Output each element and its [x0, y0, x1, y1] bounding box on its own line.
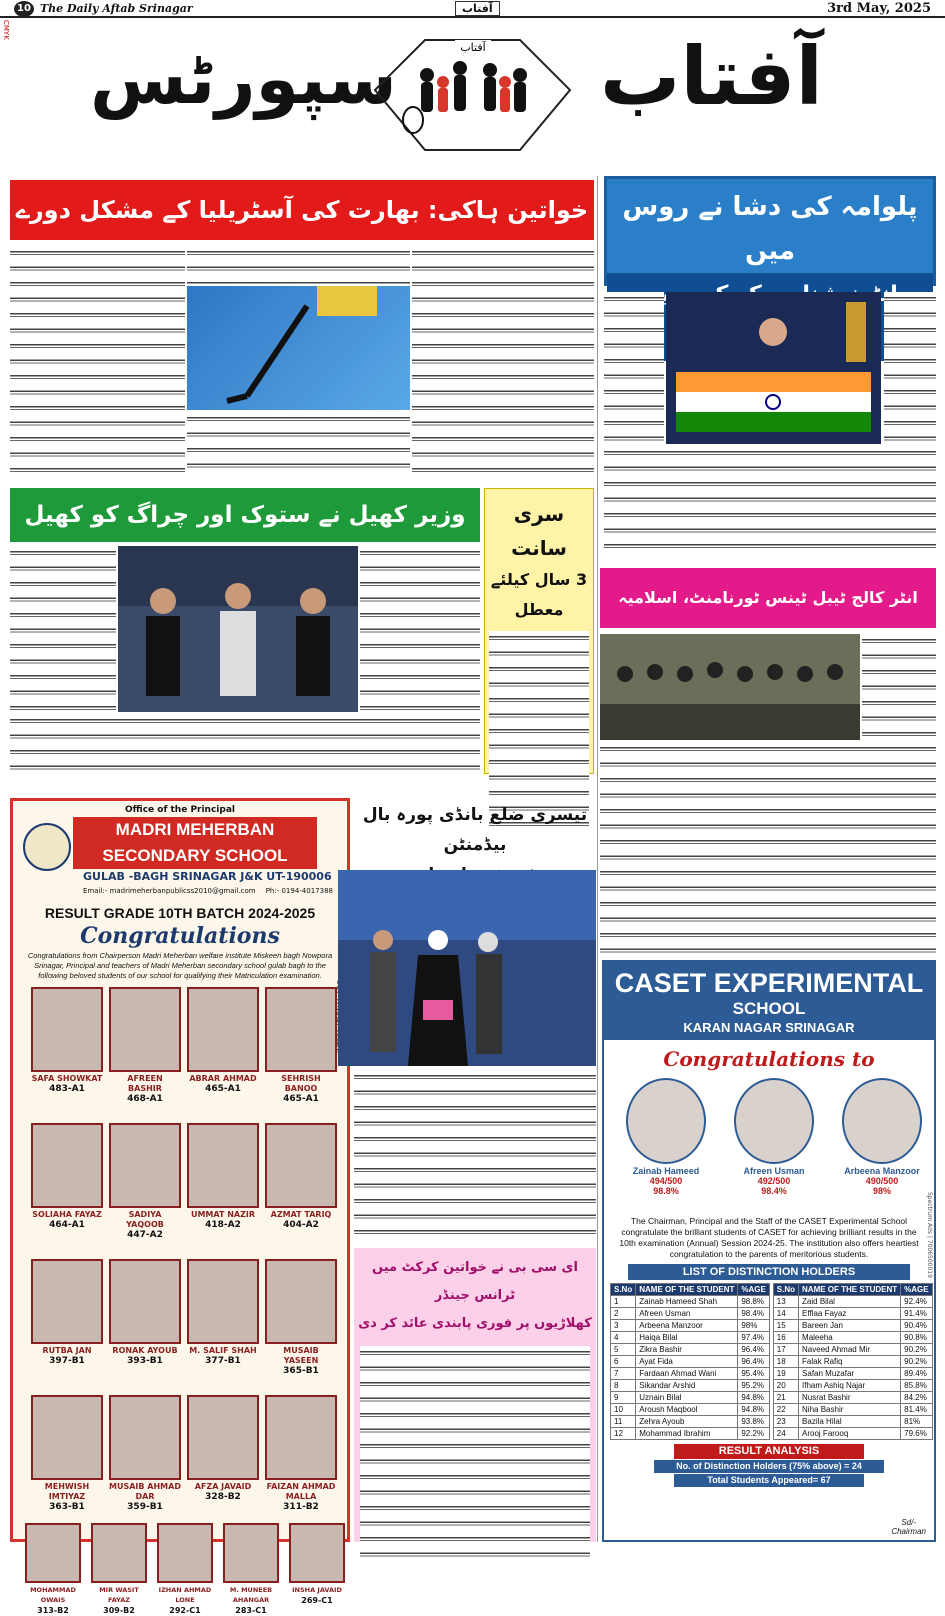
distinction-pct: 90.2% [901, 1344, 932, 1356]
table-tennis-photo [600, 634, 860, 740]
distinction-pct: 84.2% [901, 1392, 932, 1404]
distinction-row [773, 1368, 932, 1380]
caset-message: The Chairman, Principal and the Staff of the CASET Experimental School congratulate the brilliant students of CASET for achieving brilliant results in the 10th examination (Annual) Session 2024-25. The institution also offers heartiest congratulation to the parents of meritorious students. [619, 1216, 919, 1259]
topper-name: Afreen Usman [743, 1166, 805, 1176]
distinction-sno: 17 [773, 1344, 798, 1356]
student-photo [187, 1259, 259, 1344]
student-name: UMMAT NAZIR [190, 1210, 256, 1219]
distinction-pct: 96.4% [738, 1344, 769, 1356]
student-card [31, 1259, 103, 1367]
col-pct: %AGE [901, 1284, 932, 1296]
student-card [109, 1123, 181, 1241]
col-name: NAME OF THE STUDENT [636, 1284, 738, 1296]
caset-subtitle: SCHOOL [604, 1000, 934, 1018]
distinction-name: Maleeha [799, 1332, 901, 1344]
student-name: M. SALIF SHAH [189, 1346, 257, 1355]
topper-marks: 494/500 [649, 1176, 683, 1186]
student-grade: 418-A2 [205, 1220, 241, 1230]
distinction-row [611, 1320, 770, 1332]
distinction-row [611, 1308, 770, 1320]
student-card [31, 1395, 103, 1513]
student-grade: 464-A1 [49, 1220, 85, 1230]
student-grade: 309-B2 [103, 1606, 135, 1615]
student-photo [187, 1123, 259, 1208]
distinction-sno: 9 [611, 1392, 636, 1404]
student-grade: 283-C1 [235, 1606, 267, 1615]
shooting-headline-1: پلوامہ کی دشا نے روس میں [622, 192, 918, 266]
student-name: RONAK AYOUB [112, 1346, 178, 1355]
madri-email: Email:- madrimeherbanpublicss2010@gmail.com [83, 887, 256, 895]
distinction-row [611, 1392, 770, 1404]
distinction-name: Bareen Jan [799, 1320, 901, 1332]
madri-result-title: RESULT GRADE 10TH BATCH 2024-2025 [44, 905, 316, 921]
result-analysis-title: RESULT ANALYSIS [674, 1444, 864, 1459]
distinction-sno: 21 [773, 1392, 798, 1404]
distinction-name: Ayat Fida [636, 1356, 738, 1368]
student-card [187, 1395, 259, 1503]
topper-pct: 98% [872, 1186, 891, 1196]
student-card [187, 1123, 259, 1231]
student-photo [31, 987, 103, 1072]
distinction-row [773, 1404, 932, 1416]
distinction-row [773, 1320, 932, 1332]
distinction-row [773, 1416, 932, 1428]
distinction-pct: 92.4% [901, 1296, 932, 1308]
distinction-sno: 15 [773, 1320, 798, 1332]
student-name: MUSAIB YASEEN [283, 1346, 319, 1365]
madri-logo [23, 823, 71, 871]
distinction-sno: 22 [773, 1404, 798, 1416]
distinction-sno: 6 [611, 1356, 636, 1368]
topper-pct: 98.8% [653, 1186, 679, 1196]
distinction-pct: 95.4% [738, 1368, 769, 1380]
distinction-row [611, 1332, 770, 1344]
student-photo [157, 1523, 213, 1583]
distinction-pct: 91.4% [901, 1308, 932, 1320]
khel-ratna-column-1 [10, 546, 116, 712]
table-tennis-body [600, 742, 936, 954]
student-grade: 311-B2 [283, 1502, 319, 1512]
distinction-sno: 4 [611, 1332, 636, 1344]
distinction-name: Mohammad Ibrahim [636, 1428, 738, 1440]
distinction-pct: 95.2% [738, 1380, 769, 1392]
distinction-name: Zehra Ayoub [636, 1416, 738, 1428]
student-name: IZHAN AHMAD LONE [158, 1586, 212, 1604]
distinction-pct: 89.4% [901, 1368, 932, 1380]
madri-phone: Ph:- 0194-4017388 [265, 887, 333, 895]
distinction-name: Safan Muzafar [799, 1368, 901, 1380]
page-number: 10 [14, 1, 34, 17]
distinction-name: Efflaa Fayaz [799, 1308, 901, 1320]
student-photo [31, 1123, 103, 1208]
student-photo [109, 987, 181, 1072]
student-photo [25, 1523, 81, 1583]
paper-name: The Daily Aftab Srinagar [40, 2, 193, 15]
distinction-sno: 1 [611, 1296, 636, 1308]
distinction-sno: 2 [611, 1308, 636, 1320]
student-grade: 393-B1 [127, 1356, 163, 1366]
distinction-row [611, 1428, 770, 1440]
distinction-name: Niha Bashir [799, 1404, 901, 1416]
logo-word: آفتاب [460, 41, 486, 54]
distinction-row [611, 1368, 770, 1380]
student-photo [187, 1395, 259, 1480]
student-grade: 377-B1 [205, 1356, 241, 1366]
col-sno: S.No [773, 1284, 798, 1296]
distinction-name: Bazila Hilal [799, 1416, 901, 1428]
distinction-sno: 5 [611, 1344, 636, 1356]
distinction-pct: 93.8% [738, 1416, 769, 1428]
student-photo [31, 1395, 103, 1480]
student-name: RUTBA JAN [42, 1346, 92, 1355]
distinction-name: Afreen Usman [636, 1308, 738, 1320]
student-name: M. MUNEEB AHANGAR [229, 1586, 273, 1604]
distinction-row [773, 1356, 932, 1368]
distinction-sno: 12 [611, 1428, 636, 1440]
student-grade: 363-B1 [49, 1502, 85, 1512]
student-grade: 447-A2 [127, 1230, 163, 1240]
distinction-sno: 14 [773, 1308, 798, 1320]
distinction-sno: 11 [611, 1416, 636, 1428]
distinction-sno: 19 [773, 1368, 798, 1380]
distinction-pct: 98.4% [738, 1308, 769, 1320]
student-grade: 483-A1 [49, 1084, 85, 1094]
topper-photo [734, 1078, 814, 1164]
col-pct: %AGE [738, 1284, 769, 1296]
distinction-name: Zaid Bilal [799, 1296, 901, 1308]
distinction-table-right [773, 1283, 933, 1440]
distinction-sno: 23 [773, 1416, 798, 1428]
caset-title: CASET EXPERIMENTAL [604, 962, 934, 1000]
student-card [265, 987, 337, 1105]
distinction-name: Aroush Maqbool [636, 1404, 738, 1416]
ecb-article-box [354, 1248, 596, 1542]
student-card [187, 1259, 259, 1367]
student-grade: 404-A2 [283, 1220, 319, 1230]
student-grade: 313-B2 [37, 1606, 69, 1615]
distinction-row [611, 1404, 770, 1416]
result-total-line: Total Students Appeared= 67 [674, 1474, 864, 1487]
shooting-body [604, 446, 936, 556]
khel-ratna-headline: وزیر کھیل نے ستوک اور چراگ کو کھیل [10, 488, 480, 542]
issue-date: 3rd May, 2025 [827, 1, 931, 16]
distinction-name: Zikra Bashir [636, 1344, 738, 1356]
result-distinction-line: No. of Distinction Holders (75% above) = 24 [654, 1460, 884, 1473]
distinction-pct: 96.4% [738, 1356, 769, 1368]
student-grade: 292-C1 [169, 1606, 201, 1615]
masthead-sports: سپورٹس [90, 38, 397, 120]
caset-list-title: LIST OF DISTINCTION HOLDERS [628, 1264, 910, 1280]
shooting-headline-box [604, 176, 936, 286]
madri-address: GULAB -BAGH SRINAGAR J&K UT-190006 [83, 870, 332, 883]
table-tennis-column-1 [862, 634, 936, 740]
student-card [221, 1523, 281, 1616]
distinction-pct: 94.8% [738, 1392, 769, 1404]
topper-photo [626, 1078, 706, 1164]
distinction-name: Haiqa Bilal [636, 1332, 738, 1344]
distinction-sno: 3 [611, 1320, 636, 1332]
student-card [109, 987, 181, 1105]
madri-message: Congratulations from Chairperson Madri Meherban welfare institute Miskeen bagh Nowpora Srinagar, Principal and teachers of Madri Meherban secondary school gulab bagh to the following beloved students of our school for qualifying their Matriculation examination. [27, 951, 333, 980]
student-photo [31, 1259, 103, 1344]
distinction-row [611, 1296, 770, 1308]
ecb-headline-2: کھلاڑیوں پر فوری پابندی عائد کر دی [358, 1316, 592, 1331]
topper-photo [842, 1078, 922, 1164]
distinction-name: Falak Rafiq [799, 1356, 901, 1368]
student-card [89, 1523, 149, 1616]
student-card [109, 1395, 181, 1513]
student-name: AFZA JAVAID [194, 1482, 252, 1491]
student-photo [109, 1259, 181, 1344]
distinction-sno: 24 [773, 1428, 798, 1440]
distinction-sno: 16 [773, 1332, 798, 1344]
distinction-name: Zainab Hameed Shah [636, 1296, 738, 1308]
distinction-pct: 98% [738, 1320, 769, 1332]
col-name: NAME OF THE STUDENT [799, 1284, 901, 1296]
sri-sant-headline-1: سری سانت [511, 502, 567, 560]
student-name: AFREEN BASHIR [127, 1074, 163, 1093]
distinction-pct: 90.8% [901, 1332, 932, 1344]
distinction-name: Naveed Ahmad Mir [799, 1344, 901, 1356]
student-grade: 465-A1 [205, 1084, 241, 1094]
student-name: SOLIAHA FAYAZ [32, 1210, 102, 1219]
student-name: SAFA SHOWKAT [31, 1074, 103, 1083]
hockey-column-3 [10, 246, 185, 476]
student-card [155, 1523, 215, 1616]
distinction-name: Fardaan Ahmad Wani [636, 1368, 738, 1380]
caset-congrats: Congratulations to [663, 1047, 875, 1071]
distinction-pct: 94.8% [738, 1404, 769, 1416]
madri-congrats: Congratulations [80, 923, 280, 949]
student-name: MIR WASIT FAYAZ [99, 1586, 139, 1604]
student-name: INSHA JAVAID [292, 1586, 342, 1594]
cmyk-mark: CMYK [2, 20, 10, 40]
student-name: MUSAIB AHMAD DAR [109, 1482, 181, 1501]
student-photo [91, 1523, 147, 1583]
distinction-name: Arbeena Manzoor [636, 1320, 738, 1332]
student-photo [187, 987, 259, 1072]
distinction-pct: 81% [901, 1416, 932, 1428]
student-photo [109, 1123, 181, 1208]
student-grade: 397-B1 [49, 1356, 85, 1366]
distinction-name: Arooj Farooq [799, 1428, 901, 1440]
student-card [287, 1523, 347, 1606]
student-name: SEHRISH BANOO [281, 1074, 321, 1093]
madri-school-name: MADRI MEHERBAN SECONDARY SCHOOL [73, 817, 317, 869]
student-photo [289, 1523, 345, 1583]
madri-office: Office of the Principal [125, 805, 235, 815]
student-grade: 269-C1 [301, 1596, 333, 1605]
column-divider [597, 176, 598, 1542]
khel-ratna-photo [118, 546, 358, 712]
signature-chairman: Chairman [891, 1527, 926, 1536]
student-name: SADIYA YAQOOB [126, 1210, 164, 1229]
student-card [31, 987, 103, 1095]
distinction-sno: 8 [611, 1380, 636, 1392]
hockey-column-2-bottom [187, 412, 410, 476]
topper-pct: 98.4% [761, 1186, 787, 1196]
student-photo [265, 1123, 337, 1208]
distinction-pct: 79.6% [901, 1428, 932, 1440]
caset-toppers [604, 1074, 934, 1210]
student-card [265, 1395, 337, 1513]
distinction-row [773, 1308, 932, 1320]
signature-sd: Sd/- [901, 1518, 916, 1527]
distinction-pct: 81.4% [901, 1404, 932, 1416]
distinction-name: Sikandar Arshid [636, 1380, 738, 1392]
khel-ratna-body [10, 714, 480, 774]
shooting-photo [666, 292, 881, 444]
distinction-row [611, 1416, 770, 1428]
distinction-row [611, 1356, 770, 1368]
student-name: ABRAR AHMAD [189, 1074, 257, 1083]
distinction-row [773, 1428, 932, 1440]
topper-name: Zainab Hameed [632, 1166, 700, 1176]
distinction-row [773, 1392, 932, 1404]
ecb-body [360, 1346, 590, 1566]
badminton-headline [354, 800, 596, 866]
student-card [265, 1259, 337, 1377]
distinction-pct: 90.2% [901, 1356, 932, 1368]
distinction-pct: 97.4% [738, 1332, 769, 1344]
distinction-pct: 98.8% [738, 1296, 769, 1308]
distinction-pct: 92.2% [738, 1428, 769, 1440]
student-photo [109, 1395, 181, 1480]
student-grade: 359-B1 [127, 1502, 163, 1512]
shooting-column-2 [604, 292, 664, 444]
distinction-sno: 18 [773, 1356, 798, 1368]
caset-location: KARAN NAGAR SRINAGAR [604, 1018, 934, 1040]
caset-side-label: Spectrum Ads | 7006500019 [926, 1192, 933, 1278]
khel-ratna-column-2 [360, 546, 480, 712]
distinction-row [611, 1380, 770, 1392]
student-grade: 328-B2 [205, 1492, 241, 1502]
distinction-row [773, 1380, 932, 1392]
hockey-column-1 [412, 246, 594, 476]
badminton-headline-1: تیسری ضلع بانڈی پورہ بال بیڈمنٹن [362, 805, 588, 855]
student-card [31, 1123, 103, 1231]
sri-sant-headline-2: 3 سال کیلئے معطل [490, 570, 588, 619]
student-photo [265, 987, 337, 1072]
shooting-column-1 [884, 292, 936, 444]
student-name: FAIZAN AHMAD MALLA [266, 1482, 336, 1501]
distinction-name: Ifham Ashiq Najar [799, 1380, 901, 1392]
distinction-row [773, 1344, 932, 1356]
distinction-row [611, 1344, 770, 1356]
madri-student-grid [13, 983, 347, 1615]
caset-topper [734, 1078, 814, 1196]
hockey-headline: خواتین ہاکی: بھارت کی آسٹریلیا کے مشکل دورے [10, 180, 594, 240]
distinction-sno: 13 [773, 1296, 798, 1308]
distinction-name: Nusrat Bashir [799, 1392, 901, 1404]
student-name: MEHWISH IMTIYAZ [44, 1482, 90, 1501]
caset-ad [602, 960, 936, 1542]
student-card [187, 987, 259, 1095]
hockey-photo [187, 286, 410, 410]
distinction-row [773, 1332, 932, 1344]
hockey-column-2-top [187, 246, 410, 284]
student-card [265, 1123, 337, 1231]
badminton-photo [338, 870, 596, 1066]
caset-topper [842, 1078, 922, 1196]
strip-logo: آفتاب [455, 1, 500, 16]
badminton-body [354, 1070, 596, 1240]
masthead-aftab: آفتاب [600, 30, 823, 123]
student-grade: 468-A1 [127, 1094, 163, 1104]
distinction-sno: 10 [611, 1404, 636, 1416]
distinction-pct: 90.4% [901, 1320, 932, 1332]
topper-marks: 490/500 [865, 1176, 899, 1186]
masthead-sports-logo [355, 20, 590, 155]
student-name: AZMAT TARIQ [270, 1210, 332, 1219]
student-photo [265, 1395, 337, 1480]
distinction-sno: 20 [773, 1380, 798, 1392]
distinction-pct: 85.8% [901, 1380, 932, 1392]
caset-topper [626, 1078, 706, 1196]
topper-marks: 492/500 [757, 1176, 791, 1186]
student-grade: 465-A1 [283, 1094, 319, 1104]
ecb-headline-1: ای سی بی نے خواتین کرکٹ میں ٹرانس جینڈر [372, 1260, 578, 1303]
madri-meherban-ad [10, 798, 350, 1615]
distinction-row [773, 1296, 932, 1308]
col-sno: S.No [611, 1284, 636, 1296]
student-photo [265, 1259, 337, 1344]
student-photo [223, 1523, 279, 1583]
student-grade: 365-B1 [283, 1366, 319, 1376]
distinction-name: Uznain Bilal [636, 1392, 738, 1404]
sri-sant-box [484, 488, 594, 774]
student-card [23, 1523, 83, 1616]
student-name: MOHAMMAD OWAIS [30, 1586, 76, 1604]
distinction-table-left [610, 1283, 770, 1440]
topper-name: Arbeena Manzoor [844, 1166, 920, 1176]
table-tennis-headline: انٹر کالج ٹیبل ٹینس ٹورنامنٹ، اسلامیہ [600, 568, 936, 628]
top-strip [0, 0, 945, 18]
distinction-sno: 7 [611, 1368, 636, 1380]
student-card [109, 1259, 181, 1367]
